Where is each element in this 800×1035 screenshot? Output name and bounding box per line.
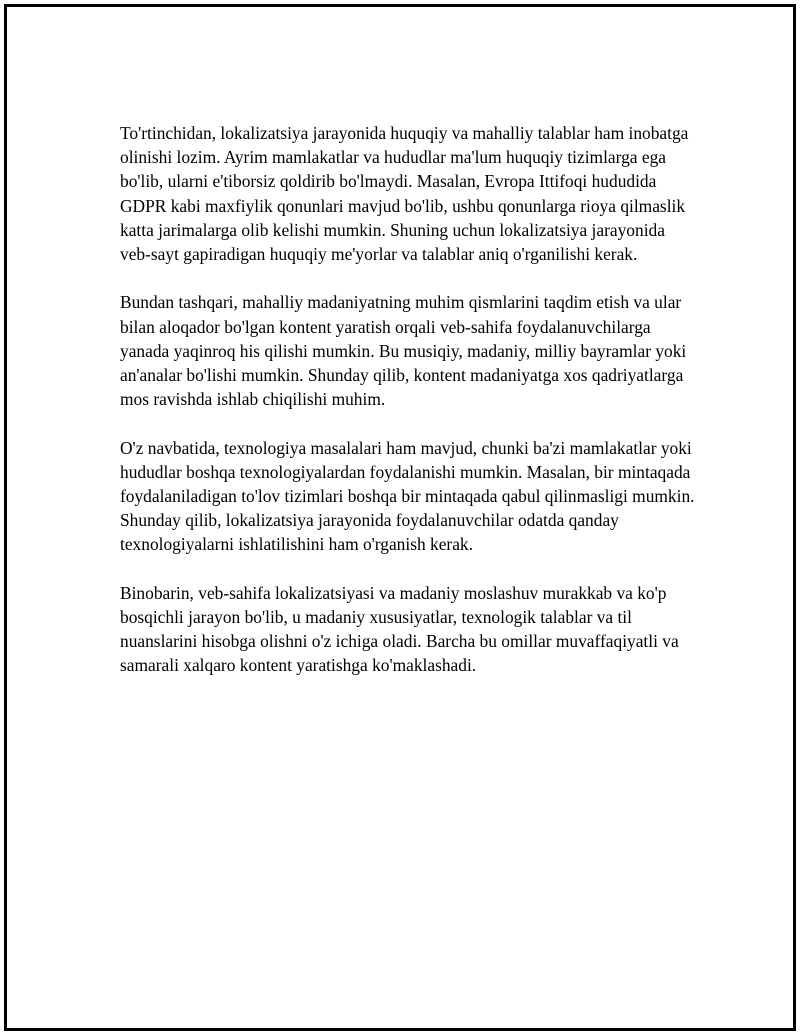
paragraph-technology: O'z navbatida, texnologiya masalalari ham mavjud, chunki ba'zi mamlakatlar yoki hududlar boshqa texnologiyalardan foydalanishi mumkin. Masalan, bir mintaqada foydalaniladigan to'lov tizimlari boshqa bir mintaqada qabul qilinmasligi mumkin. Shunday qilib, lokalizatsiya jarayonida foydalanuvchilar odatda qanday texnologiyalarni ishlatilishini ham o'rganish kerak. <box>120 437 695 555</box>
paragraph-local-culture: Bundan tashqari, mahalliy madaniyatning muhim qismlarini taqdim etish va ular bilan aloqador bo'lgan kontent yaratish orqali veb-sahifa foydalanuvchilarga yanada yaqinroq his qilishi mumkin. Bu musiqiy, madaniy, milliy bayramlar yoki an'analar bo'lishi mumkin. Shunday qilib, kontent madaniyatga xos qadriyatlarga mos ravishda ishlab chiqilishi muhim. <box>120 292 687 410</box>
paragraph-legal-requirements: To'rtinchidan, lokalizatsiya jarayonida huquqiy va mahalliy talablar ham inobatga olinishi lozim. Ayrim mamlakatlar va hududlar ma'lum huquqiy tizimlarga ega bo'lib, ularni e'tiborsiz qoldirib bo'lmaydi. Masalan, Evropa Ittifoqi hududida GDPR kabi maxfiylik qonunlari mavjud bo'lib, ushbu qonunlarga rioya qilmaslik katta jarimalarga olib kelishi mumkin. Shuning uchun lokalizatsiya jarayonida veb-sayt gapiradigan huquqiy me'yorlar va talablar aniq o'rganilishi kerak. <box>120 123 689 265</box>
document-body <box>120 121 700 702</box>
document-page <box>4 4 796 1031</box>
paragraph-conclusion: Binobarin, veb-sahifa lokalizatsiyasi va madaniy moslashuv murakkab va ko'p bosqichli jarayon bo'lib, u madaniy xususiyatlar, texnologik talablar va til nuanslarini hisobga olishni o'z ichiga oladi. Barcha bu omillar muvaffaqiyatli va samarali xalqaro kontent yaratishga ko'maklashadi. <box>120 582 679 676</box>
